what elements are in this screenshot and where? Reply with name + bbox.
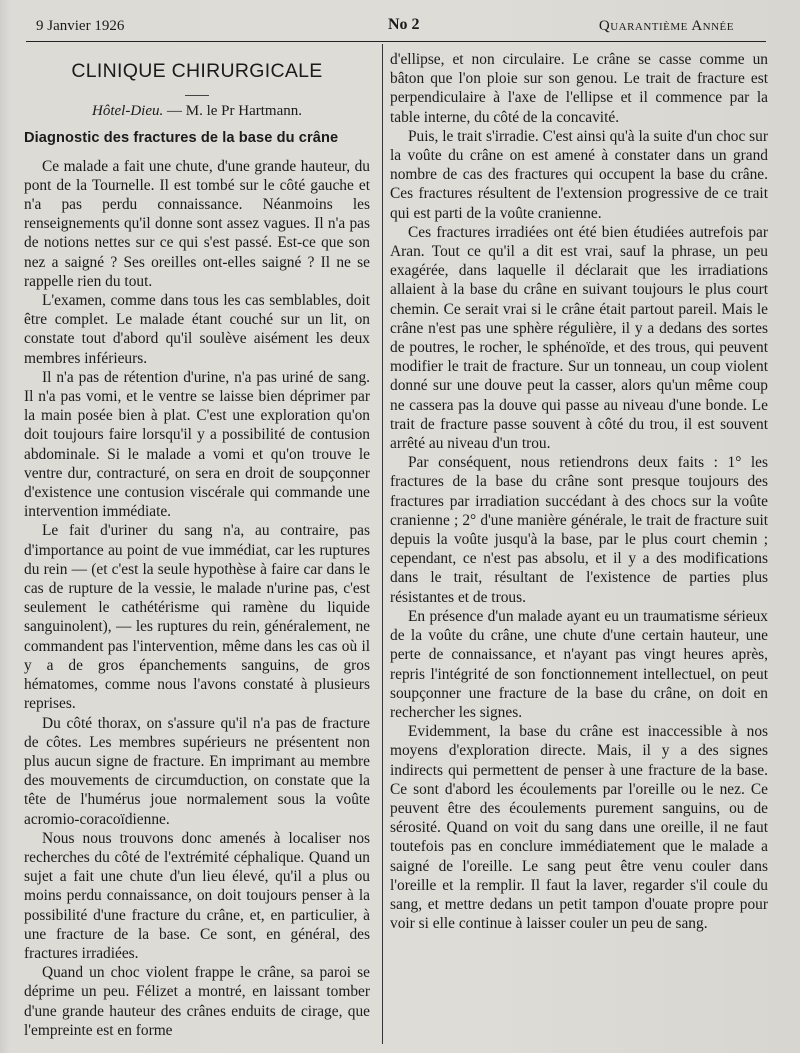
paragraph: Quand un choc violent frappe le crâne, sa paroi se déprime un peu. Félizet a montré, en laissant tomber d'une grande hauteur des crânes enduits de cirage, que l'empreinte est en forme (24, 964, 370, 1039)
publication-year: Quarantième Année (598, 18, 734, 34)
header-rule (26, 41, 766, 42)
paragraph: Ces fractures irradiées ont été bien étudiées autrefois par Aran. Tout ce qu'il a dit est vrai, sauf la phrase, un peu exagérée, dans laquelle il déclarait que les irradiations allaient à la base du crâne en suivant toujours le plus court chemin. Ce serait vrai si le crâne était partout pareil. Mais le crâne n'est pas une sphère régulière, il y a dedans des sortes de poutres, le rocher, le sphénoïde, et des trous, qui peuvent modifier le trait de fracture. Sur un tonneau, un coup violent donné sur une douve peut la casser, alors qu'un même coup ne cassera pas la douve qui passe au niveau d'une bonde. Le trait de fracture passe souvent à côté du trou, il est souvent arrêté au niveau d'un trou. (390, 223, 768, 453)
paragraph: Du côté thorax, on s'assure qu'il n'a pas de fracture de côtes. Les membres supérieurs ne présentent non plus aucun signe de fracture. En imprimant au membre des mouvements de circumduction, on constate que la tête de l'humérus joue normalement sous la voûte acromio-coracoïdienne. (24, 714, 370, 828)
article-subject: Diagnostic des fractures de la base du crâne (24, 130, 339, 147)
paragraph: L'examen, comme dans tous les cas semblables, doit être complet. Le malade étant couché sur un lit, on constate tout d'abord qu'il soulève aisément les deux membres inférieurs. (24, 292, 370, 367)
title-ornament-rule (185, 95, 209, 96)
paragraph: d'ellipse, et non circulaire. Le crâne se casse comme un bâton que l'on ploie sur son genou. Le trait de fracture est perpendiculaire à l'axe de l'ellipse et il commence par la table interne, du côté de la concavité. (390, 51, 768, 126)
paragraph: Le fait d'uriner du sang n'a, au contraire, pas d'importance au point de vue immédiat, car les ruptures du rein — (et c'est la seule hypothèse à faire car dans le cas de rupture de la vessie, le malade n'urine pas, c'est seulement le cathétérisme qui ramène du liquide sanguinolent), — les ruptures du rein, généralement, ne commandent pas l'intervention, même dans les cas où il y a de gros épanchements sanguins, de gros hématomes, comme nous l'avons constaté à plusieurs reprises. (24, 522, 370, 713)
paragraph: Evidemment, la base du crâne est inaccessible à nos moyens d'exploration directe. Mais, il y a des signes indirects qui permettent de penser à une fracture de la base. Ce sont d'abord les écoulements par l'oreille ou le nez. Ce peuvent être des écoulements purement sanguins, ou de sérosité. Quand on voit du sang dans une oreille, il ne faut toutefois pas en conclure immédiatement que le malade a saigné de l'oreille. Le sang peut être venu couler dans l'oreille et la remplir. Il faut la laver, regarder s'il coule du sang, et mettre dedans un petit tampon d'ouate propre pour voir si elle continue à laisser couler un peu de sang. (390, 723, 768, 933)
service-doctor: — M. le Pr Hartmann. (167, 103, 302, 120)
right-column (390, 50, 768, 933)
issue-date: 9 Janvier 1926 (36, 18, 125, 34)
column-divider (382, 44, 383, 1044)
paragraph: Par conséquent, nous retiendrons deux faits : 1° les fractures de la base du crâne sont presque toujours des fractures par irradiation succédant à des chocs sur la voûte cranienne ; 2° d'une manière générale, le trait de fracture suit depuis la voûte jusqu'à la base, par le plus court chemin ; cependant, ce n'est pas absolu, et il y a des modifications dans le trait, résultant de l'existence de parties plus résistantes et de trous. (390, 454, 768, 606)
service-line (24, 102, 370, 121)
running-header (36, 16, 790, 38)
paragraph: Puis, le trait s'irradie. C'est ainsi qu'à la suite d'un choc sur la voûte du crâne on est amené à constater dans un grand nombre de cas des fractures qui occupent la base du crâne. Ces fractures résultent de l'extension progressive de ce trait qui est parti de la voûte cranienne. (390, 127, 768, 222)
issue-number: No 2 (388, 16, 420, 33)
left-column (24, 52, 370, 1040)
service-place: Hôtel-Dieu. (92, 103, 164, 120)
paragraph: En présence d'un malade ayant eu un traumatisme sérieux de la voûte du crâne, une chute d'une certain hauteur, une perte de connaissance, et n'ayant pas vingt heures après, repris l'intégrité de son fonctionnement intellectuel, on peut soupçonner une fracture de la base du crâne, on doit en rechercher les signes. (390, 607, 768, 721)
section-title: CLINIQUE CHIRURGICALE (71, 60, 323, 82)
paragraph: Ce malade a fait une chute, d'une grande hauteur, du pont de la Tournelle. Il est tombé sur le côté gauche et n'a pas perdu connaissance. Néanmoins les renseignements qu'il donne sont assez vagues. Il n'a pas de notions nettes sur ce qui s'est passé. Est-ce que son nez a saigné ? Ses oreilles ont-elles saigné ? Il ne se rappelle rien du tout. (24, 157, 370, 290)
paragraph: Il n'a pas de rétention d'urine, n'a pas uriné de sang. Il n'a pas vomi, et le ventre se laisse bien déprimer par la main posée bien à plat. C'est une exploration qu'on doit toujours faire lorsqu'il y a possibilité de contusion abdominale. Si le malade a vomi et qu'on trouve le ventre dur, contracturé, on sera en droit de soupçonner d'existence une contusion viscérale qui commande une intervention immédiate. (24, 368, 370, 521)
paragraph: Nous nous trouvons donc amenés à localiser nos recherches du côté de l'extrémité céphalique. Quand un sujet a fait une chute d'un lieu élevé, qu'il a plus ou moins perdu connaissance, on doit toujours penser à la possibilité d'une fracture du crâne, et, en particulier, à une fracture de la base. Ce sont, en général, des fractures irradiées. (24, 829, 370, 962)
